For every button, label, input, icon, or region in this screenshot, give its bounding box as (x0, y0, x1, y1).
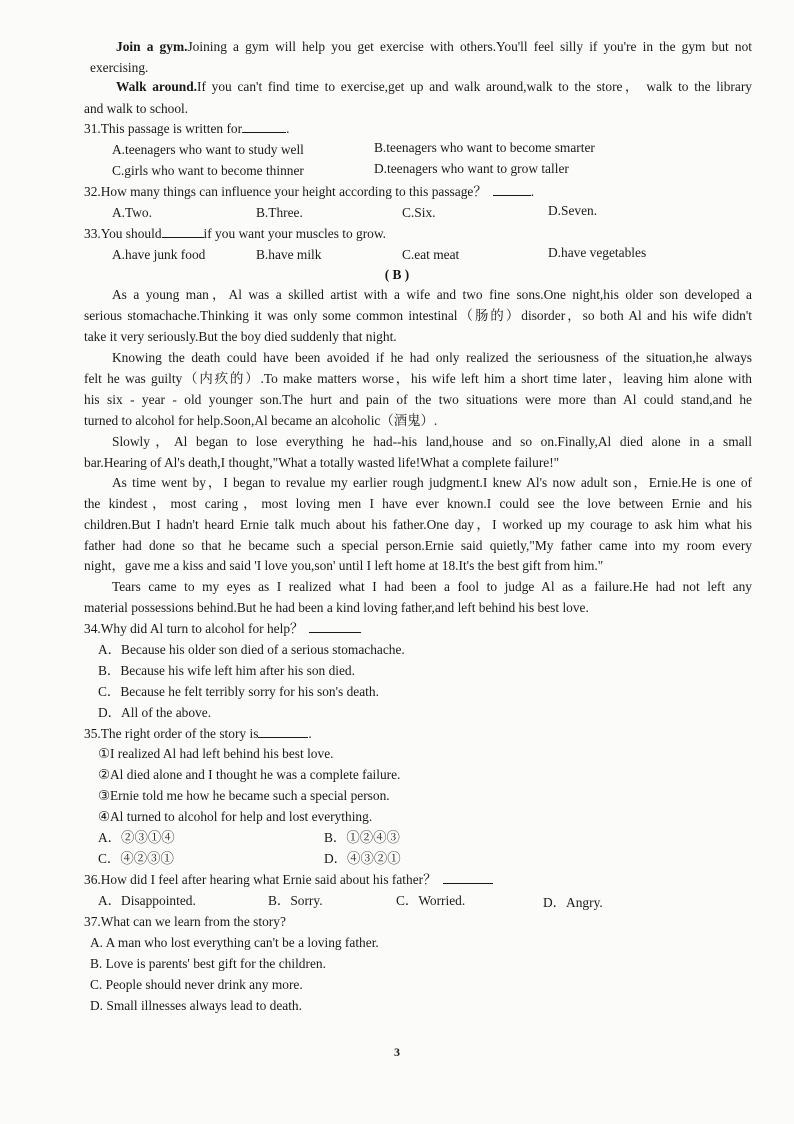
passage-p2-line-4: turned to alcohol for help.Soon,Al became an alcoholic（酒鬼）. (84, 413, 438, 428)
q31-answer-blank (242, 120, 286, 133)
gym-tip-line-2: exercising. (90, 60, 149, 75)
q34-option-c: C．Because he felt terribly sorry for his son's death. (98, 684, 379, 699)
q31-stem-text: 31.This passage is written for (84, 121, 243, 136)
q36-option-b: B．Sorry. (268, 893, 323, 908)
q33-option-b: B.have milk (256, 247, 322, 262)
gym-tip-title: Join a gym. (116, 39, 188, 54)
q35-statement-3: ③Ernie told me how he became such a special person. (98, 788, 390, 803)
passage-p5-line-1: Tears came to my eyes as I realized what I had been a fool to judge Al as a failure.He had not left any (112, 579, 752, 594)
q32-option-c: C.Six. (402, 205, 436, 220)
q35-option-d: D．④③②① (324, 851, 401, 866)
q35-statement-2: ②Al died alone and I thought he was a complete failure. (98, 767, 401, 782)
q33-stem (84, 225, 386, 242)
q35-stem-end: . (308, 726, 312, 741)
q33-stem-text-1: 33.You should (84, 226, 162, 241)
q32-option-b: B.Three. (256, 205, 303, 220)
q32-option-a: A.Two. (112, 205, 152, 220)
q37-option-d: D. Small illnesses always lead to death. (90, 998, 302, 1013)
passage-p2-line-3: his six - year - old younger son.The hurt and pain of the two situations were more than Al could stand,and he (84, 392, 752, 407)
passage-p3-line-1: Slowly，Al began to lose everything he had--his land,house and so on.Finally,Al died alone in a small (112, 434, 752, 449)
passage-p4-line-2: the kindest，most caring，most loving men I have ever known.I could see the love between Ernie and his (84, 496, 752, 511)
q35-option-a: A．②③①④ (98, 830, 175, 845)
q36-option-d: D．Angry. (543, 895, 603, 910)
q34-answer-blank (309, 620, 361, 633)
q37-stem: 37.What can we learn from the story? (84, 914, 286, 929)
q33-option-a: A.have junk food (112, 247, 206, 262)
q35-statement-4: ④Al turned to alcohol for help and lost everything. (98, 809, 373, 824)
gym-tip-line-1 (84, 38, 752, 55)
q31-stem (84, 120, 289, 137)
q35-option-c: C．④②③① (98, 851, 174, 866)
passage-p1-line-3: take it very seriously.But the boy died suddenly that night. (84, 329, 397, 344)
q37-option-c: C. People should never drink any more. (90, 977, 303, 992)
q31-option-c: C.girls who want to become thinner (112, 163, 304, 178)
q36-answer-blank (443, 871, 493, 884)
q32-option-d: D.Seven. (548, 203, 598, 218)
walk-tip-title: Walk around. (116, 79, 198, 94)
passage-p4-line-3: children.But I hadn't heard Ernie talk much about his father.One day，I worked up my courage to ask him what his (84, 517, 752, 532)
q31-option-a: A.teenagers who want to study well (112, 142, 304, 157)
q32-stem (84, 183, 534, 200)
q34-option-b: B．Because his wife left him after his son died. (98, 663, 355, 678)
q35-stem (84, 725, 312, 742)
q32-stem-end: . (530, 184, 535, 199)
q31-option-b: B.teenagers who want to become smarter (374, 140, 595, 155)
q31-option-d: D.teenagers who want to grow taller (374, 161, 569, 176)
passage-p4-line-5: night，gave me a kiss and said 'I love you,son' until I left home at 18.It's the best gift from him." (84, 558, 604, 573)
q33-stem-text-2: if you want your muscles to grow. (203, 226, 387, 241)
q36-option-c: C．Worried. (396, 893, 466, 908)
q35-statement-1: ①I realized Al had left behind his best love. (98, 746, 334, 761)
q34-option-a: A．Because his older son died of a serious stomachache. (98, 642, 405, 657)
q36-stem (84, 871, 493, 888)
page-number: 3 (394, 1045, 400, 1059)
passage-p4-line-4: father had done so that he became such a special person.Ernie said quietly,"My father came into my room every (84, 538, 752, 553)
passage-p1-line-2: serious stomachache.Thinking it was only some common intestinal（肠的）disorder，so both Al and his wife didn't (84, 308, 752, 323)
section-b-heading: ( B ) (384, 267, 410, 282)
q34-stem-text: 34.Why did Al turn to alcohol for help？ (84, 621, 304, 636)
q37-option-a: A. A man who lost everything can't be a loving father. (90, 935, 379, 950)
q36-option-a: A．Disappointed. (98, 893, 196, 908)
q33-option-d: D.have vegetables (548, 245, 647, 260)
walk-tip-line-2: and walk to school. (84, 101, 189, 116)
q32-answer-blank (493, 183, 531, 196)
q37-option-b: B. Love is parents' best gift for the children. (90, 956, 326, 971)
q34-stem (84, 620, 361, 637)
q35-answer-blank (258, 725, 308, 738)
passage-p4-line-1: As time went by，I began to revalue my earlier rough judgment.I knew Al's now adult son，Ernie.He is one of (112, 475, 752, 490)
q34-option-d: D．All of the above. (98, 705, 212, 720)
gym-tip-text: Joining a gym will help you get exercise with others.You'll feel silly if you're in the gym but not (187, 39, 752, 54)
passage-p1-line-1: As a young man，Al was a skilled artist with a wife and two fine sons.One night,his older son developed a (112, 287, 752, 302)
passage-p2-line-1: Knowing the death could have been avoided if he had only realized the seriousness of the situation,he always (112, 350, 752, 365)
q33-answer-blank (162, 225, 204, 238)
q31-stem-end: . (286, 121, 290, 136)
walk-tip-line-1 (84, 78, 752, 95)
q32-stem-text: 32.How many things can influence your height according to this passage？ (84, 184, 487, 199)
passage-p5-line-2: material possessions behind.But he had been a kind loving father,and left behind his best love. (84, 600, 589, 615)
q35-option-b: B．①②④③ (324, 830, 400, 845)
walk-tip-text: If you can't find time to exercise,get up and walk around,walk to the store， walk to the library (197, 79, 752, 94)
q36-stem-text: 36.How did I feel after hearing what Ernie said about his father？ (84, 872, 437, 887)
passage-p2-line-2: felt he was guilty（内疚的）.To make matters worse，his wife left him a short time later，leaving him alone with (84, 371, 752, 386)
q33-option-c: C.eat meat (402, 247, 460, 262)
passage-p3-line-2: bar.Hearing of Al's death,I thought,"What a totally wasted life!What a complete failure!" (84, 455, 560, 470)
q35-stem-text: 35.The right order of the story is (84, 726, 259, 741)
